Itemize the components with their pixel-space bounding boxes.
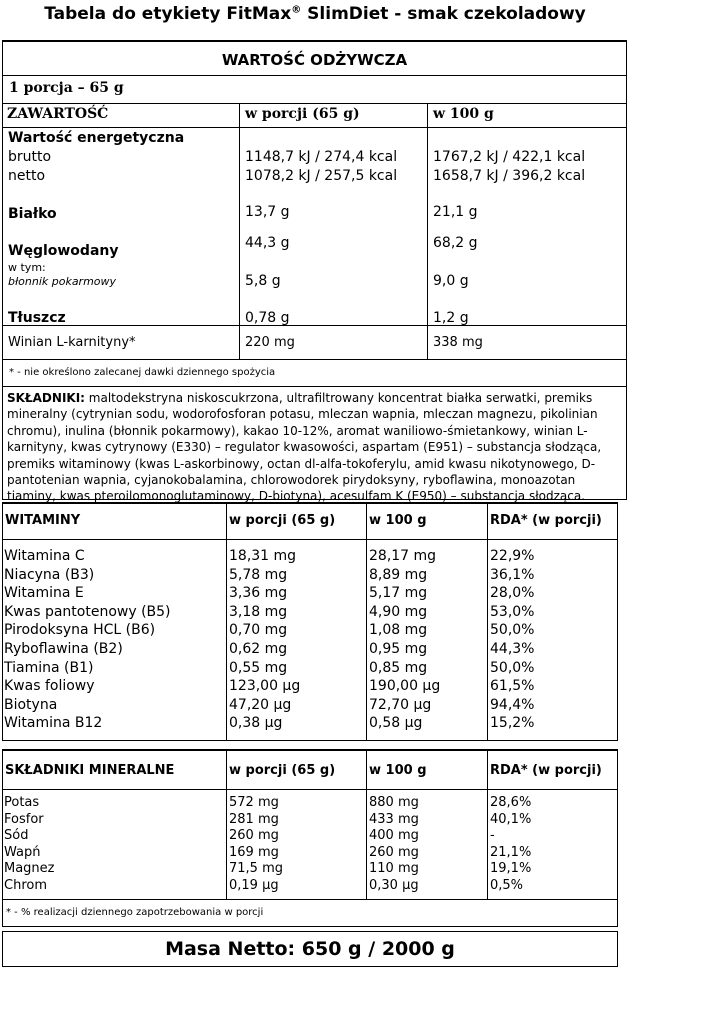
cell-rda: 94,4% bbox=[490, 696, 535, 713]
cell-portion: 71,5 mg bbox=[229, 861, 283, 876]
cell-portion: 47,20 µg bbox=[229, 696, 292, 713]
cell-name: Tiamina (B1) bbox=[4, 659, 94, 676]
column-divider bbox=[366, 751, 367, 900]
cell-per-100g: 0,85 mg bbox=[369, 659, 428, 676]
fat-100g: 1,2 g bbox=[433, 310, 469, 326]
cell-name: Pirodoksyna HCL (B6) bbox=[4, 622, 156, 639]
carnitine-portion: 220 mg bbox=[245, 335, 295, 350]
cell-rda: 50,0% bbox=[490, 659, 535, 676]
cell-per-100g: 8,89 mg bbox=[369, 566, 428, 583]
nutrition-footnote: * - nie określono zalecanej dawki dziennego spożycia bbox=[3, 359, 626, 387]
cell-rda: 36,1% bbox=[490, 566, 535, 583]
fat-portion: 0,78 g bbox=[245, 310, 290, 326]
fat-label: Tłuszcz bbox=[8, 310, 66, 326]
minerals-header-rda: RDA* (w porcji) bbox=[490, 763, 602, 778]
cell-per-100g: 0,95 mg bbox=[369, 641, 428, 657]
of-which-label: w tym: bbox=[8, 261, 46, 274]
energy-netto-label: netto bbox=[8, 168, 46, 184]
cell-per-100g: 0,58 µg bbox=[369, 715, 423, 732]
ingredients-label: SKŁADNIKI: bbox=[7, 391, 85, 405]
title-suffix: SlimDiet - smak czekoladowy bbox=[301, 4, 586, 24]
nutrition-heading: WARTOŚĆ ODŻYWCZA bbox=[3, 42, 626, 76]
header-contents: ZAWARTOŚĆ bbox=[7, 106, 109, 122]
cell-rda: 61,5% bbox=[490, 678, 535, 695]
energy-netto-100g: 1658,7 kJ / 396,2 kcal bbox=[433, 168, 586, 184]
registered-mark: ® bbox=[291, 4, 302, 16]
cell-rda: 19,1% bbox=[490, 861, 532, 876]
vitamins-header-portion: w porcji (65 g) bbox=[229, 513, 336, 528]
document-title bbox=[0, 4, 630, 24]
title-text: Tabela do etykiety FitMax bbox=[44, 4, 292, 24]
cell-per-100g: 400 mg bbox=[369, 828, 419, 843]
carbs-portion: 44,3 g bbox=[245, 235, 290, 251]
cell-name: Kwas foliowy bbox=[4, 678, 95, 695]
ingredients-list: maltodekstryna niskoscukrzona, ultrafiltrowany koncentrat białka serwatki, premiks mineralny (cytrynian sodu, wodorofosforan potasu, mleczan wapnia, mleczan magnezu, pikolinian chromu), inulina (błonnik pokarmowy), kakao 10-12%, aromat waniliowo-śmietankowy, winian L-karnityny, kwas cytrynowy (E330) – regulator kwasowości, aspartam (E951) – substancja słodząca, premiks witaminowy (kwas L-askorbinowy, octan dl-alfa-tokoferylu, amid kwasu nikotynowego, D-pantotenian wapnia, cyjanokobalamina, chlorowodorek pirydoksyny, ryboflawina, monoazotan tiaminy, kwas pteroilomonoglutaminowy, D-biotyna), acesulfam K (E950) – substancja słodząca. bbox=[7, 391, 602, 504]
cell-per-100g: 72,70 µg bbox=[369, 696, 432, 713]
vitamins-header-row bbox=[3, 504, 617, 540]
column-divider bbox=[226, 504, 227, 740]
cell-rda: 40,1% bbox=[490, 811, 532, 827]
row-divider bbox=[3, 325, 626, 326]
cell-name: Kwas pantotenowy (B5) bbox=[4, 603, 171, 620]
cell-name: Witamina C bbox=[4, 548, 85, 564]
cell-per-100g: 433 mg bbox=[369, 811, 419, 827]
carbs-100g: 68,2 g bbox=[433, 235, 478, 251]
cell-rda: 28,0% bbox=[490, 585, 535, 602]
net-mass: Masa Netto: 650 g / 2000 g bbox=[2, 931, 618, 967]
cell-name: Biotyna bbox=[4, 696, 58, 713]
cell-rda: 22,9% bbox=[490, 548, 535, 564]
column-divider bbox=[239, 103, 240, 359]
minerals-table bbox=[2, 749, 618, 927]
cell-portion: 572 mg bbox=[229, 795, 279, 810]
cell-portion: 3,18 mg bbox=[229, 603, 288, 620]
nutrition-table bbox=[2, 40, 627, 504]
cell-rda: 21,1% bbox=[490, 844, 532, 860]
minerals-header-100g: w 100 g bbox=[369, 763, 427, 778]
cell-portion: 169 mg bbox=[229, 844, 279, 860]
column-divider bbox=[487, 751, 488, 900]
cell-name: Witamina B12 bbox=[4, 715, 103, 732]
cell-per-100g: 110 mg bbox=[369, 861, 419, 876]
carnitine-label: Winian L-karnityny* bbox=[8, 335, 136, 350]
energy-label: Wartość energetyczna bbox=[8, 130, 185, 146]
cell-rda: 15,2% bbox=[490, 715, 535, 732]
cell-portion: 281 mg bbox=[229, 811, 279, 827]
protein-portion: 13,7 g bbox=[245, 204, 290, 220]
cell-rda: - bbox=[490, 828, 495, 843]
header-per-portion: w porcji (65 g) bbox=[245, 106, 360, 122]
cell-per-100g: 4,90 mg bbox=[369, 603, 428, 620]
energy-brutto-label: brutto bbox=[8, 149, 52, 165]
energy-brutto-100g: 1767,2 kJ / 422,1 kcal bbox=[433, 149, 586, 165]
cell-portion: 5,78 mg bbox=[229, 566, 288, 583]
cell-portion: 0,62 mg bbox=[229, 641, 288, 657]
cell-portion: 3,36 mg bbox=[229, 585, 288, 602]
protein-label: Białko bbox=[8, 206, 57, 222]
cell-rda: 44,3% bbox=[490, 641, 535, 657]
cell-portion: 0,55 mg bbox=[229, 659, 288, 676]
cell-name: Fosfor bbox=[4, 811, 44, 827]
row-divider bbox=[3, 127, 626, 128]
cell-portion: 0,19 µg bbox=[229, 877, 279, 893]
cell-rda: 53,0% bbox=[490, 603, 535, 620]
cell-per-100g: 28,17 mg bbox=[369, 548, 437, 564]
column-divider bbox=[366, 504, 367, 740]
cell-rda: 50,0% bbox=[490, 622, 535, 639]
cell-per-100g: 260 mg bbox=[369, 844, 419, 860]
minerals-footnote: * - % realizacji dziennego zapotrzebowania w porcji bbox=[3, 899, 617, 926]
vitamins-header-100g: w 100 g bbox=[369, 513, 427, 528]
fiber-100g: 9,0 g bbox=[433, 273, 469, 289]
cell-per-100g: 5,17 mg bbox=[369, 585, 428, 602]
energy-netto-portion: 1078,2 kJ / 257,5 kcal bbox=[245, 168, 398, 184]
protein-100g: 21,1 g bbox=[433, 204, 478, 220]
cell-name: Sód bbox=[4, 828, 29, 843]
column-divider bbox=[487, 504, 488, 740]
cell-per-100g: 1,08 mg bbox=[369, 622, 428, 639]
cell-per-100g: 880 mg bbox=[369, 795, 419, 810]
fiber-label: błonnik pokarmowy bbox=[8, 275, 117, 288]
cell-name: Ryboflawina (B2) bbox=[4, 641, 123, 657]
energy-brutto-portion: 1148,7 kJ / 274,4 kcal bbox=[245, 149, 398, 165]
cell-portion: 123,00 µg bbox=[229, 678, 301, 695]
cell-portion: 260 mg bbox=[229, 828, 279, 843]
minerals-header-portion: w porcji (65 g) bbox=[229, 763, 336, 778]
minerals-header-row bbox=[3, 751, 617, 790]
portion-size: 1 porcja – 65 g bbox=[3, 75, 626, 104]
vitamins-header-rda: RDA* (w porcji) bbox=[490, 513, 602, 528]
fiber-portion: 5,8 g bbox=[245, 273, 281, 289]
cell-portion: 0,70 mg bbox=[229, 622, 288, 639]
column-divider bbox=[226, 751, 227, 900]
nutrition-grid bbox=[3, 103, 626, 359]
cell-name: Wapń bbox=[4, 844, 41, 860]
vitamins-table bbox=[2, 502, 618, 741]
ingredients-text bbox=[7, 390, 620, 505]
minerals-header-name: SKŁADNIKI MINERALNE bbox=[5, 763, 175, 778]
cell-name: Magnez bbox=[4, 861, 55, 876]
cell-portion: 0,38 µg bbox=[229, 715, 283, 732]
cell-rda: 28,6% bbox=[490, 795, 532, 810]
cell-name: Niacyna (B3) bbox=[4, 566, 95, 583]
cell-name: Witamina E bbox=[4, 585, 84, 602]
cell-portion: 18,31 mg bbox=[229, 548, 297, 564]
vitamins-header-name: WITAMINY bbox=[5, 513, 81, 528]
carnitine-100g: 338 mg bbox=[433, 335, 483, 350]
cell-name: Chrom bbox=[4, 877, 47, 893]
column-divider bbox=[427, 103, 428, 359]
header-per-100g: w 100 g bbox=[433, 106, 494, 122]
cell-per-100g: 190,00 µg bbox=[369, 678, 441, 695]
cell-name: Potas bbox=[4, 795, 40, 810]
carbs-label: Węglowodany bbox=[8, 243, 119, 259]
cell-per-100g: 0,30 µg bbox=[369, 877, 419, 893]
cell-rda: 0,5% bbox=[490, 877, 524, 893]
